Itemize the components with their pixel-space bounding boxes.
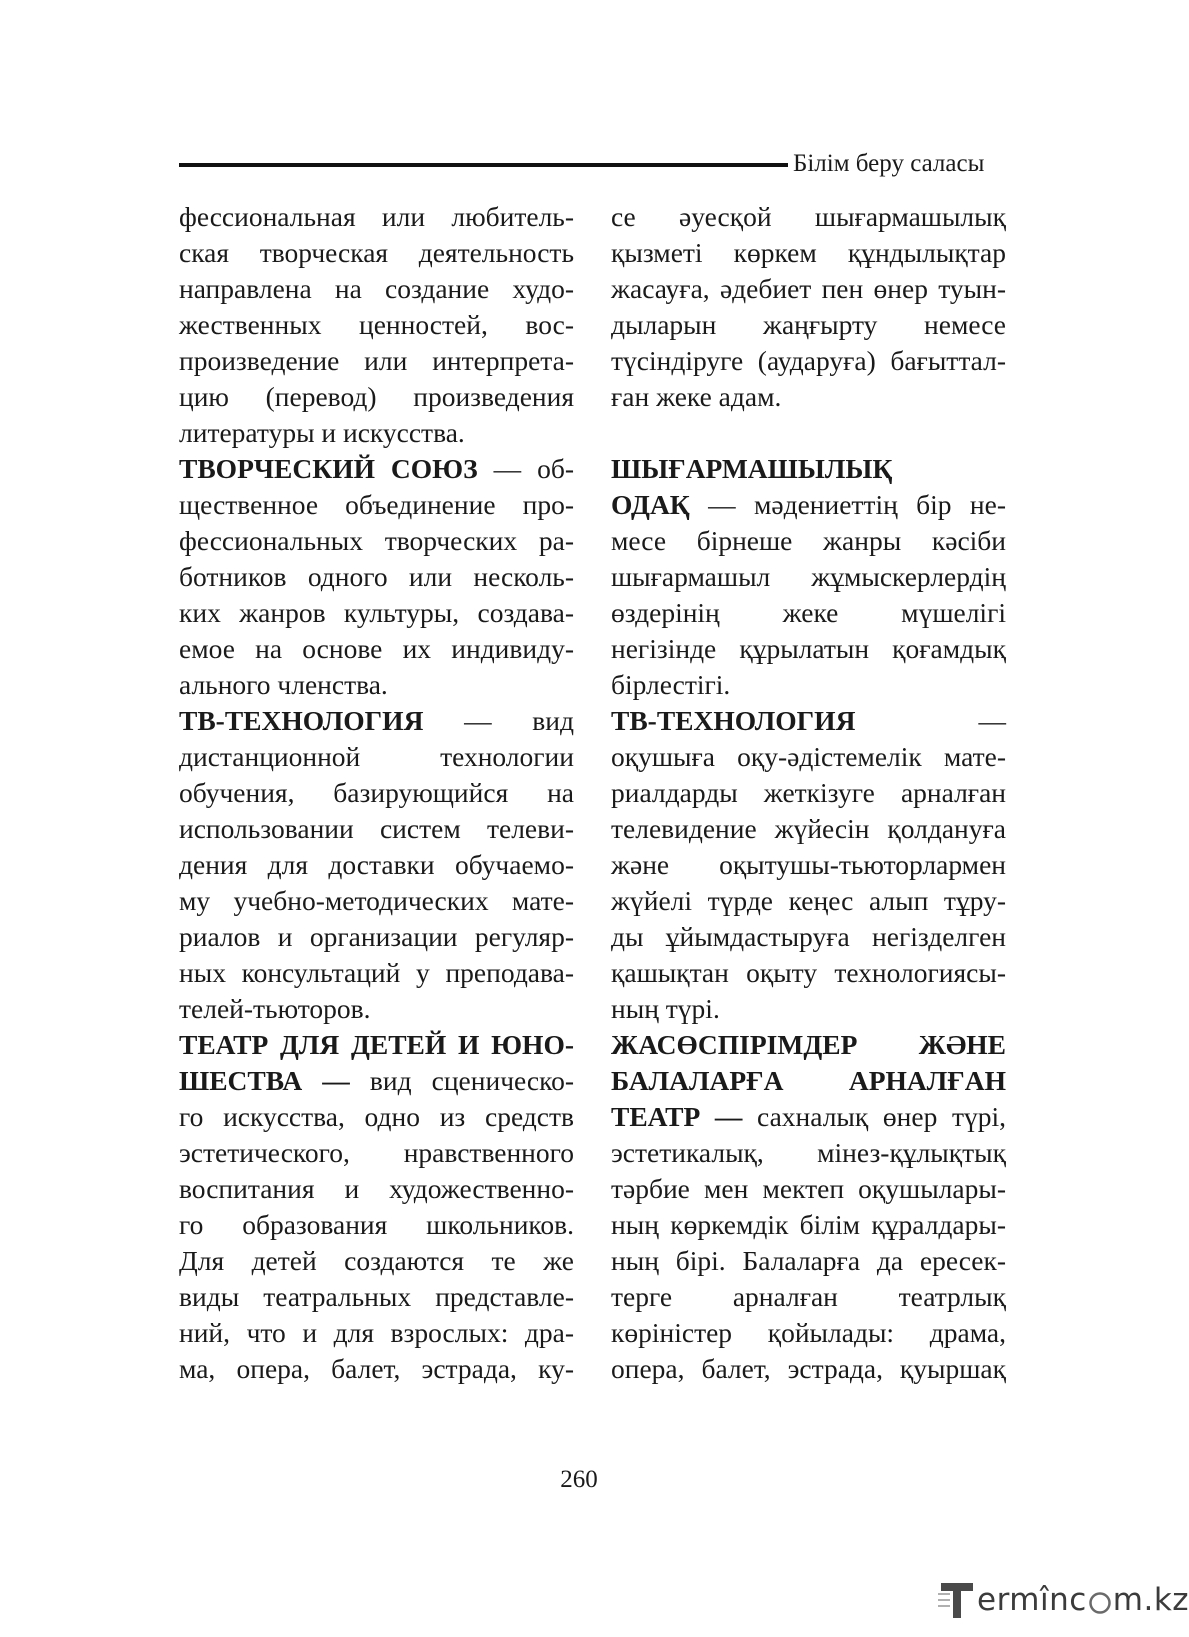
text-line bbox=[179, 307, 574, 343]
header-rule bbox=[179, 163, 788, 167]
text-line bbox=[179, 1027, 574, 1063]
line-text: оқушыға оқу-әдістемелік мате- bbox=[611, 741, 1006, 772]
line-text: опера, балет, эстрада, қуыршақ bbox=[611, 1353, 1006, 1384]
line-text: тәрбие мен мектеп оқушылары- bbox=[611, 1173, 1006, 1204]
text-line bbox=[179, 235, 574, 271]
line-text: ның түрі. bbox=[611, 993, 720, 1024]
line-text: Для детей создаются те же bbox=[179, 1245, 574, 1276]
line-text: произведение или интерпрета- bbox=[179, 345, 574, 376]
text-line bbox=[179, 703, 574, 739]
line-text: жүйелі түрде кеңес алып тұру- bbox=[611, 885, 1006, 916]
line-text: дыларын жаңғырту немесе bbox=[611, 309, 1006, 340]
line-text: бірлестігі. bbox=[611, 669, 731, 700]
line-text: қашықтан оқыту технологиясы- bbox=[611, 957, 1006, 988]
entry-term: БАЛАЛАРҒА АРНАЛҒАН bbox=[611, 1065, 1006, 1096]
entry-term: ШЫҒАРМАШЫЛЫҚ bbox=[611, 453, 893, 484]
line-text: ма, опера, балет, эстрада, ку- bbox=[179, 1353, 574, 1384]
line-text: виды театральных представле- bbox=[179, 1281, 574, 1312]
line-text: му учебно-методических мате- bbox=[179, 885, 574, 916]
line-text: риалдарды жеткізуге арналған bbox=[611, 777, 1006, 808]
text-line bbox=[611, 847, 1006, 883]
line-text: көріністер қойылады: драма, bbox=[611, 1317, 1006, 1348]
line-text: дистанционной технологии bbox=[179, 741, 574, 772]
line-text: се әуесқой шығармашылық bbox=[611, 201, 1006, 232]
line-text: эстетического, нравственного bbox=[179, 1137, 574, 1168]
text-line bbox=[611, 811, 1006, 847]
text-line bbox=[179, 631, 574, 667]
text-line bbox=[611, 595, 1006, 631]
text-line bbox=[179, 847, 574, 883]
text-line bbox=[611, 451, 1006, 487]
text-line bbox=[179, 343, 574, 379]
line-text: направлена на создание худо- bbox=[179, 273, 574, 304]
text-line bbox=[179, 775, 574, 811]
line-text: — мәдениеттің бір не- bbox=[689, 489, 1006, 520]
entry-term: ШЕСТВА — bbox=[179, 1065, 350, 1096]
entry-term: ЖАСӨСПІРІМДЕР ЖӘНЕ bbox=[611, 1029, 1006, 1060]
line-text: цию (перевод) произведения bbox=[179, 381, 574, 412]
text-line bbox=[179, 379, 574, 415]
text-line bbox=[179, 1243, 574, 1279]
line-text: жасауға, әдебиет пен өнер туын- bbox=[611, 273, 1006, 304]
text-line bbox=[179, 1135, 574, 1171]
text-line bbox=[179, 667, 574, 703]
line-text: вид сценическо- bbox=[349, 1065, 574, 1096]
line-text: воспитания и художественно- bbox=[179, 1173, 574, 1204]
line-text: эстетикалық, мінез-құлықтық bbox=[611, 1137, 1006, 1168]
text-line bbox=[611, 1171, 1006, 1207]
line-text: ального членства. bbox=[179, 669, 388, 700]
entry-term: ОДАҚ bbox=[611, 489, 690, 520]
line-text: және оқытушы-тьюторлармен bbox=[611, 849, 1006, 880]
text-line bbox=[179, 991, 574, 1027]
line-text: емое на основе их индивиду- bbox=[179, 633, 574, 664]
text-line bbox=[611, 775, 1006, 811]
text-line bbox=[611, 235, 1006, 271]
line-text: жественных ценностей, вос- bbox=[179, 309, 574, 340]
line-text: го образования школьников. bbox=[179, 1209, 574, 1240]
line-text: месе бірнеше жанры кәсіби bbox=[611, 525, 1006, 556]
text-line bbox=[611, 307, 1006, 343]
text-line bbox=[179, 1315, 574, 1351]
text-line bbox=[611, 1027, 1006, 1063]
paragraph-gap bbox=[611, 415, 1006, 451]
text-line bbox=[179, 559, 574, 595]
text-line bbox=[179, 415, 574, 451]
text-line bbox=[179, 811, 574, 847]
line-text: ның көркемдік білім құралдары- bbox=[611, 1209, 1006, 1240]
line-text: риалов и организации регуляр- bbox=[179, 921, 574, 952]
line-text: использовании систем телеви- bbox=[179, 813, 574, 844]
text-line bbox=[179, 919, 574, 955]
line-text: ған жеке адам. bbox=[611, 381, 782, 412]
site-watermark[interactable] bbox=[938, 1576, 1189, 1624]
text-line bbox=[611, 955, 1006, 991]
line-text: ботников одного или несколь- bbox=[179, 561, 574, 592]
line-text: шығармашыл жұмыскерлердің bbox=[611, 561, 1006, 592]
text-line bbox=[179, 487, 574, 523]
left-column bbox=[179, 199, 574, 1387]
text-line bbox=[611, 1135, 1006, 1171]
line-text: го искусства, одно из средств bbox=[179, 1101, 574, 1132]
text-line bbox=[611, 271, 1006, 307]
line-text: ких жанров культуры, создава- bbox=[179, 597, 574, 628]
entry-term: ТЕАТР ДЛЯ ДЕТЕЙ И ЮНО- bbox=[179, 1029, 574, 1060]
text-line bbox=[179, 883, 574, 919]
watermark-text-start: ermînc bbox=[977, 1582, 1087, 1618]
line-text: ская творческая деятельность bbox=[179, 237, 574, 268]
text-line bbox=[611, 559, 1006, 595]
text-line bbox=[611, 1279, 1006, 1315]
text-line bbox=[611, 1099, 1006, 1135]
page-number: 260 bbox=[560, 1466, 598, 1493]
text-line bbox=[611, 883, 1006, 919]
text-line bbox=[611, 199, 1006, 235]
running-header: Білім беру саласы bbox=[793, 150, 985, 177]
line-text: терге арналған театрлық bbox=[611, 1281, 1006, 1312]
line-text: ных консультаций у преподава- bbox=[179, 957, 574, 988]
text-line bbox=[611, 703, 1006, 739]
text-line bbox=[179, 955, 574, 991]
termincom-logo-icon bbox=[938, 1580, 976, 1620]
line-text: — об- bbox=[477, 453, 574, 484]
line-text: негізінде құрылатын қоғамдық bbox=[611, 633, 1006, 664]
text-line bbox=[611, 919, 1006, 955]
text-line bbox=[611, 487, 1006, 523]
line-text: ның бірі. Балаларға да ересек- bbox=[611, 1245, 1006, 1276]
text-line bbox=[179, 199, 574, 235]
text-line bbox=[611, 631, 1006, 667]
line-text: щественное объединение про- bbox=[179, 489, 574, 520]
line-text: телевидение жүйесін қолдануға bbox=[611, 813, 1006, 844]
line-text: сахналық өнер түрі, bbox=[742, 1101, 1006, 1132]
line-text: дения для доставки обучаемо- bbox=[179, 849, 574, 880]
text-line bbox=[611, 1351, 1006, 1387]
text-line bbox=[611, 343, 1006, 379]
line-text: ды ұйымдастыруға негізделген bbox=[611, 921, 1006, 952]
text-line bbox=[179, 1207, 574, 1243]
text-line bbox=[611, 523, 1006, 559]
text-line bbox=[179, 1099, 574, 1135]
line-text: түсіндіруге (аударуға) бағыттал- bbox=[611, 345, 1006, 376]
text-line bbox=[611, 379, 1006, 415]
text-line bbox=[179, 1351, 574, 1387]
globe-icon bbox=[1088, 1591, 1112, 1615]
text-line bbox=[611, 1315, 1006, 1351]
text-line bbox=[179, 451, 574, 487]
text-line bbox=[611, 739, 1006, 775]
text-line bbox=[179, 739, 574, 775]
line-text: өздерінің жеке мүшелігі bbox=[611, 597, 1006, 628]
line-text: литературы и искусства. bbox=[179, 417, 465, 448]
entry-term: ТЕАТР — bbox=[611, 1101, 743, 1132]
line-text: қызметі көркем құндылықтар bbox=[611, 237, 1006, 268]
text-line bbox=[611, 991, 1006, 1027]
text-line bbox=[179, 523, 574, 559]
entry-term: ТВОРЧЕСКИЙ СОЮЗ bbox=[179, 453, 478, 484]
watermark-text-end: m.kz bbox=[1112, 1582, 1189, 1618]
text-line bbox=[179, 1063, 574, 1099]
text-line bbox=[179, 595, 574, 631]
entry-term: ТВ-ТЕХНОЛОГИЯ bbox=[179, 705, 424, 736]
line-text: ний, что и для взрослых: дра- bbox=[179, 1317, 574, 1348]
right-column bbox=[611, 199, 1006, 1387]
line-text: — bbox=[855, 705, 1006, 736]
text-line bbox=[179, 271, 574, 307]
line-text: фессиональных творческих ра- bbox=[179, 525, 574, 556]
text-line bbox=[179, 1171, 574, 1207]
entry-term: ТВ-ТЕХНОЛОГИЯ bbox=[611, 705, 856, 736]
line-text: обучения, базирующийся на bbox=[179, 777, 574, 808]
text-line bbox=[611, 1207, 1006, 1243]
text-line bbox=[179, 1279, 574, 1315]
text-line bbox=[611, 1063, 1006, 1099]
text-line bbox=[611, 667, 1006, 703]
text-line bbox=[611, 1243, 1006, 1279]
line-text: — вид bbox=[423, 705, 574, 736]
line-text: фессиональная или любитель- bbox=[179, 201, 574, 232]
line-text: телей-тьюторов. bbox=[179, 993, 371, 1024]
